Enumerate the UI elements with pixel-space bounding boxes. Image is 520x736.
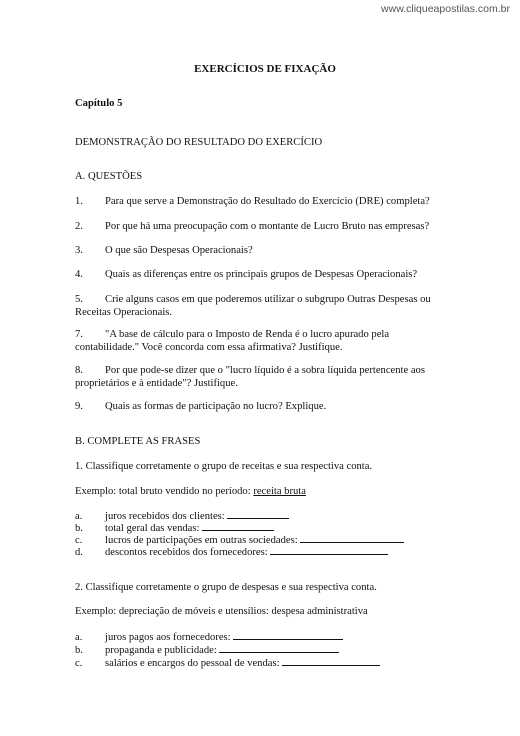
question-8: 8. Por que pode-se dizer que o "lucro líquido é a sobra líquida pertencente aos proprietários e à entidade"? Justifique. xyxy=(75,365,425,389)
question-7: 7. "A base de cálculo para o Imposto de Renda é o lucro apurado pela contabilidade." Você concorda com essa afirmativa? Justifique. xyxy=(75,329,390,353)
part1-item-a: a. juros recebidos dos clientes: xyxy=(75,508,455,523)
answer-blank[interactable] xyxy=(202,520,274,531)
chapter-label: Capítulo 5 xyxy=(75,98,123,109)
part2-item-b: b. propaganda e publicidade: xyxy=(75,642,455,657)
question-2: 2. Por que há uma preocupação com o montante de Lucro Bruto nas empresas? xyxy=(75,221,430,232)
question-5: 5. Crie alguns casos em que poderemos utilizar o subgrupo Outras Despesas ou Receitas Operacionais. xyxy=(75,294,431,318)
part1-example-answer: receita bruta xyxy=(253,486,306,497)
document-title: EXERCÍCIOS DE FIXAÇÃO xyxy=(194,63,336,75)
part2-example: Exemplo: depreciação de móveis e utensílios: despesa administrativa xyxy=(75,606,368,617)
answer-blank[interactable] xyxy=(270,544,388,555)
answer-blank[interactable] xyxy=(219,642,339,653)
question-3: 3. O que são Despesas Operacionais? xyxy=(75,245,253,256)
question-4: 4. Quais as diferenças entre os principais grupos de Despesas Operacionais? xyxy=(75,269,418,280)
part2-instruction: 2. Classifique corretamente o grupo de despesas e sua respectiva conta. xyxy=(75,582,377,593)
part2-item-c: c. salários e encargos do pessoal de vendas: xyxy=(75,655,455,670)
part1-example: Exemplo: total bruto vendido no período: receita bruta xyxy=(75,486,306,497)
part1-instruction: 1. Classifique corretamente o grupo de receitas e sua respectiva conta. xyxy=(75,461,373,472)
answer-blank[interactable] xyxy=(227,508,289,519)
question-9: 9. Quais as formas de participação no lucro? Explique. xyxy=(75,401,327,412)
part1-item-b: b. total geral das vendas: xyxy=(75,520,455,535)
section-b-heading: B. COMPLETE AS FRASES xyxy=(75,436,201,447)
answer-blank[interactable] xyxy=(300,532,404,543)
question-1: 1. Para que serve a Demonstração do Resultado do Exercício (DRE) completa? xyxy=(75,196,430,207)
site-watermark: www.cliqueapostilas.com.br xyxy=(381,3,510,15)
answer-blank[interactable] xyxy=(233,629,343,640)
section-a-heading: A. QUESTÕES xyxy=(75,171,143,182)
answer-blank[interactable] xyxy=(282,655,380,666)
part2-item-a: a. juros pagos aos fornecedores: xyxy=(75,629,455,644)
part1-item-d: d. descontos recebidos dos fornecedores: xyxy=(75,544,455,559)
subject-heading: DEMONSTRAÇÃO DO RESULTADO DO EXERCÍCIO xyxy=(75,137,323,148)
part1-item-c: c. lucros de participações em outras sociedades: xyxy=(75,532,455,547)
